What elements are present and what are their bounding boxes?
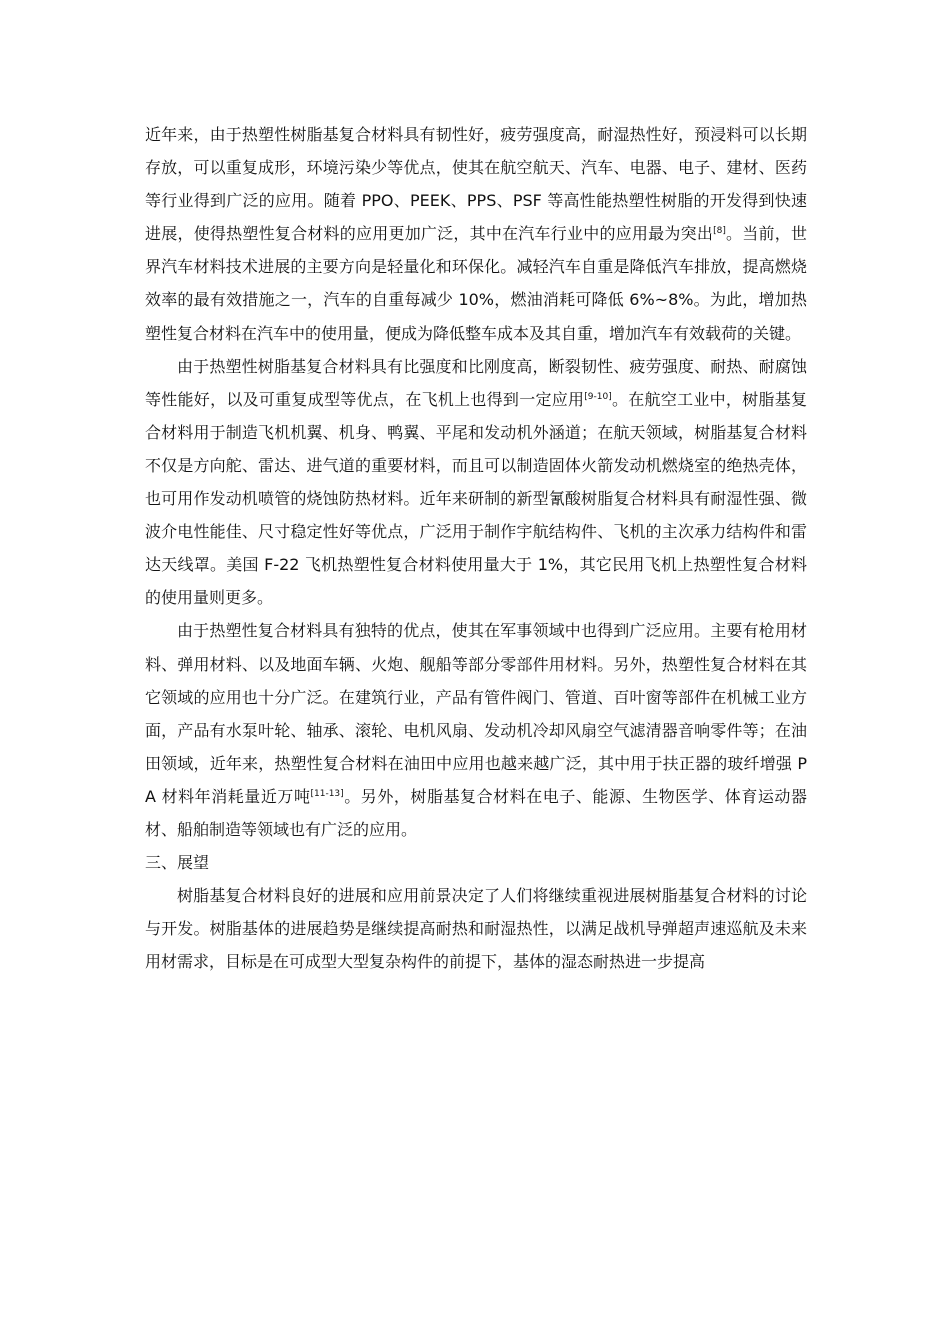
paragraph-text: 近年来，由于热塑性树脂基复合材料具有韧性好，疲劳强度高，耐湿热性好，预浸料可以长期存放，可以重复成形，环境污染少等优点，使其在航空航天、汽车、电器、电子、建材、医药等行业得到广泛的应用。随着 PPO、PEEK、PPS、PSF 等高性能热塑性树脂的开发得到快速进展，使得热塑性复合材料的应用更加广泛，其中在汽车行业中的应用最为突出 xyxy=(145,125,807,244)
document-page xyxy=(145,118,807,978)
citation-ref: [9-10] xyxy=(584,391,612,402)
paragraph-outlook xyxy=(145,879,807,978)
paragraph-text: 。在航空工业中，树脂基复合材料用于制造飞机机翼、机身、鸭翼、平尾和发动机外涵道；在航天领域，树脂基复合材料不仅是方向舵、雷达、进气道的重要材料，而且可以制造固体火箭发动机燃烧室的绝热壳体，也可用作发动机喷管的烧蚀防热材料。近年来研制的新型氰酸树脂复合材料具有耐湿性强、微波介电性能佳、尺寸稳定性好等优点，广泛用于制作宇航结构件、飞机的主次承力结构件和雷达天线罩。美国 F-22 飞机热塑性复合材料使用量大于 1%，其它民用飞机上热塑性复合材料的使用量则更多。 xyxy=(145,389,807,608)
paragraph-text: 。另外，树脂基复合材料在电子、能源、生物医学、体育运动器材、船舶制造等领域也有广泛的应用。 xyxy=(145,786,807,839)
paragraph-text: 由于热塑性树脂基复合材料具有比强度和比刚度高，断裂韧性、疲劳强度、耐热、耐腐蚀等性能好，以及可重复成型等优点，在飞机上也得到一定应用 xyxy=(145,356,807,409)
paragraph-text: 由于热塑性复合材料具有独特的优点，使其在军事领域中也得到广泛应用。主要有枪用材料、弹用材料、以及地面车辆、火炮、舰船等部分零部件用材料。另外，热塑性复合材料在其它领域的应用也十分广泛。在建筑行业，产品有管件阀门、管道、百叶窗等部件在机械工业方面，产品有水泵叶轮、轴承、滚轮、电机风扇、发动机冷却风扇空气滤清器音响零件等；在油田领域，近年来，热塑性复合材料在油田中应用也越来越广泛，其中用于扶正器的玻纤增强 PA 材料年消耗量近万吨 xyxy=(145,621,807,806)
paragraph-text: 树脂基复合材料良好的进展和应用前景决定了人们将继续重视进展树脂基复合材料的讨论与开发。树脂基体的进展趋势是继续提高耐热和耐湿热性，以满足战机导弹超声速巡航及未来用材需求，目标是在可成型大型复杂构件的前提下，基体的湿态耐热进一步提高 xyxy=(145,886,807,972)
paragraph-military xyxy=(145,614,807,846)
paragraph-automotive xyxy=(145,118,807,350)
citation-ref: [8] xyxy=(713,226,726,237)
citation-ref: [11-13] xyxy=(310,788,344,799)
paragraph-aerospace xyxy=(145,350,807,615)
paragraph-text: 。当前，世界汽车材料技术进展的主要方向是轻量化和环保化。减轻汽车自重是降低汽车排放，提高燃烧效率的最有效措施之一，汽车的自重每减少 10%，燃油消耗可降低 6%~8%。为此，增加热塑性复合材料在汽车中的使用量，便成为降低整车成本及其自重，增加汽车有效载荷的关键。 xyxy=(145,224,807,343)
section-heading: 三、展望 xyxy=(145,853,210,873)
